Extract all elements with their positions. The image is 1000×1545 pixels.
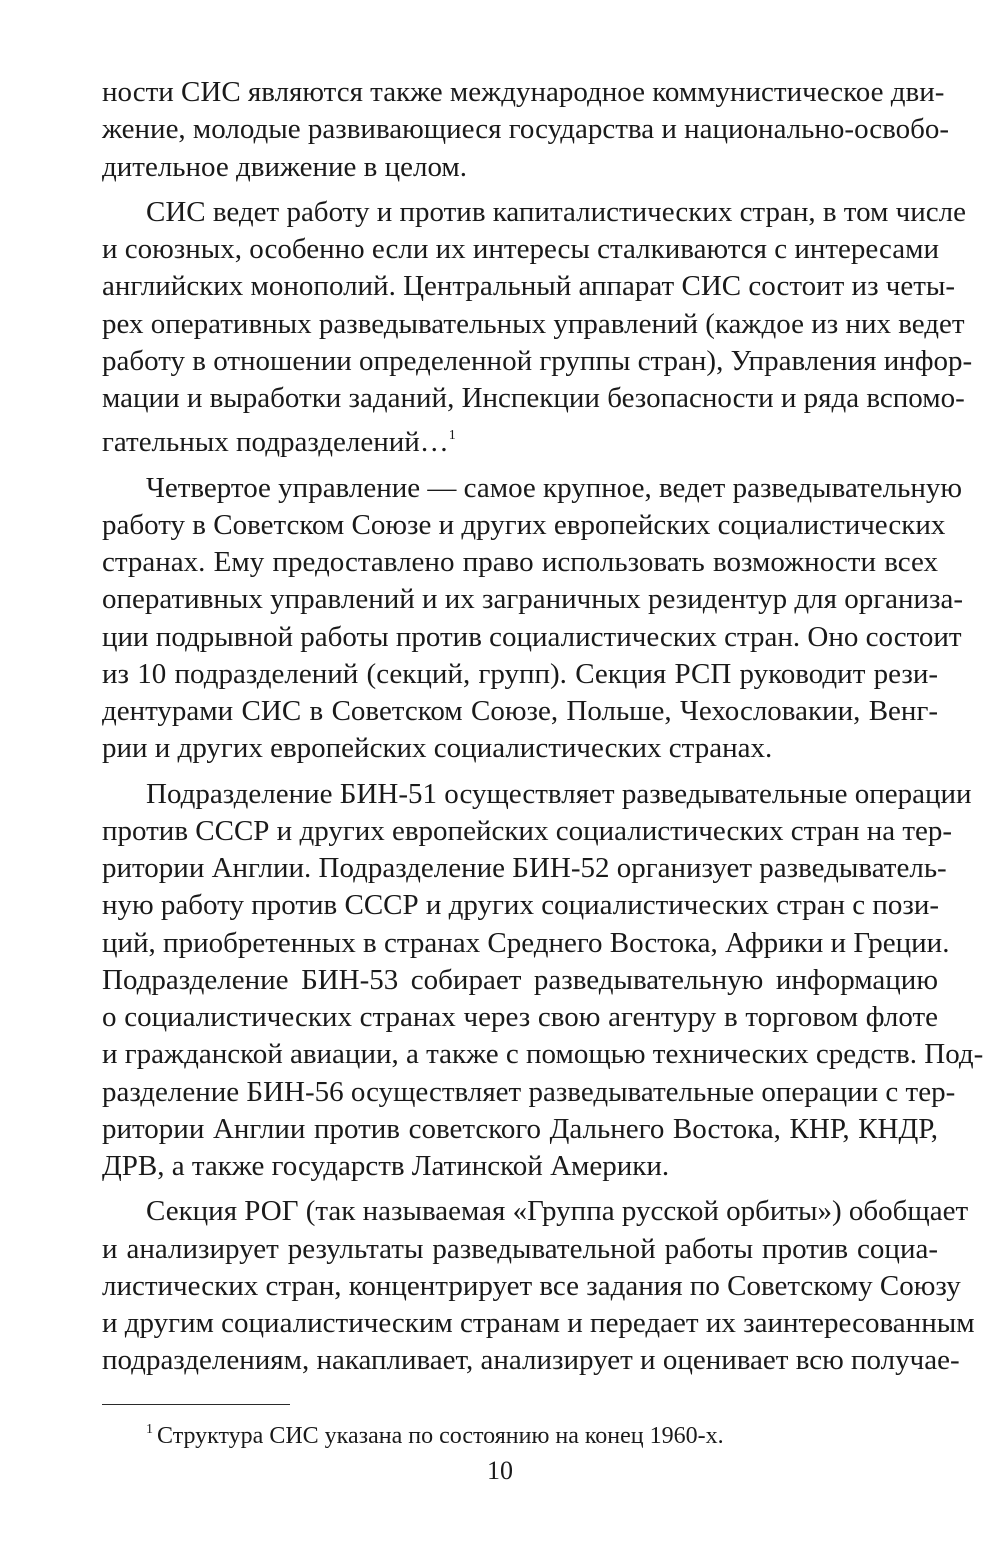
text-line: и другим социалистическим странам и передает их заинтересованным — [102, 1307, 975, 1339]
paragraph — [102, 194, 973, 462]
paragraph — [102, 74, 950, 186]
text-line: Четвертое управление — самое крупное, ведет разведывательную — [146, 471, 963, 504]
page-number: 10 — [487, 1456, 513, 1485]
text-line: ритории Англии против советского Дальнего Востока, КНР, КНДР, — [102, 1112, 938, 1145]
text-line — [102, 417, 938, 461]
text-line: из 10 подразделений (секций, групп). Секция РСП руководит рези- — [102, 657, 938, 690]
text-line: СИС ведет работу и против капиталистических стран, в том числе — [146, 195, 966, 228]
text-line: подразделениям, накапливает, анализирует и оценивает всю получае- — [102, 1344, 960, 1377]
text-line: ности СИС являются также международное коммунистическое дви- — [102, 76, 945, 108]
paragraph — [102, 470, 964, 768]
text-line: мации и выработки заданий, Инспекции безопасности и ряда вспомо- — [102, 382, 965, 414]
text-line: дентурами СИС в Советском Союзе, Польше, Чехословакии, Венг- — [102, 695, 938, 727]
text-line: о социалистических странах через свою агентуру в торговом флоте — [102, 1001, 938, 1033]
text-line: странах. Ему предоставлено право использовать возможности всех — [102, 546, 938, 578]
text-line: листических стран, концентрирует все задания по Советскому Союзу — [102, 1269, 961, 1302]
paragraph — [102, 1193, 975, 1379]
text-line: работу в Советском Союзе и других европейских социалистических — [102, 508, 946, 541]
text-line: ции подрывной работы против социалистических стран. Оно состоит — [102, 620, 962, 653]
footnote-mark: 1 — [146, 1422, 153, 1437]
text-line: английских монополий. Центральный аппарат СИС состоит из четы- — [102, 270, 956, 303]
page-body — [102, 74, 984, 1380]
text-line: Секция РОГ (так называемая «Группа русской орбиты») обобщает — [146, 1195, 969, 1228]
text-line: работу в отношении определенной группы стран), Управления инфор- — [102, 344, 973, 377]
footnote — [146, 1415, 724, 1451]
text-line: и союзных, особенно если их интересы сталкиваются с интересами — [102, 233, 939, 265]
text-line: рех оперативных разведывательных управлений (каждое из них ведет — [102, 307, 965, 340]
text-line: Подразделение БИН-53 собирает разведывательную информацию — [102, 963, 938, 996]
text-line: Подразделение БИН-51 осуществляет разведывательные операции — [146, 777, 972, 810]
footnote-text: Структура СИС указана по состоянию на конец 1960-х. — [157, 1423, 724, 1449]
text-line: оперативных управлений и их заграничных резидентур для организа- — [102, 583, 964, 616]
text-line: разделение БИН-56 осуществляет разведывательные операции с тер- — [102, 1075, 956, 1108]
text-line: рии и других европейских социалистических странах. — [102, 732, 773, 765]
text-line: дительное движение в целом. — [102, 150, 468, 183]
text-line-content: гательных подразделений… — [102, 426, 449, 459]
text-line: против СССР и других европейских социалистических стран на тер- — [102, 814, 953, 847]
text-line: жение, молодые развивающиеся государства и национально-освобо- — [102, 113, 950, 146]
text-line: ритории Англии. Подразделение БИН-52 организует разведыватель- — [102, 852, 947, 884]
footnote-divider — [102, 1404, 290, 1405]
paragraph — [102, 776, 984, 1186]
text-line: ций, приобретенных в странах Среднего Востока, Африки и Греции. — [102, 926, 950, 959]
text-line: ную работу против СССР и других социалистических стран с пози- — [102, 889, 940, 922]
text-line: ДРВ, а также государств Латинской Америки. — [102, 1150, 670, 1182]
footnote-reference[interactable]: 1 — [448, 428, 456, 444]
text-line: и гражданской авиации, а также с помощью технических средств. Под- — [102, 1038, 984, 1071]
text-line: и анализирует результаты разведывательной работы против социа- — [102, 1232, 938, 1265]
